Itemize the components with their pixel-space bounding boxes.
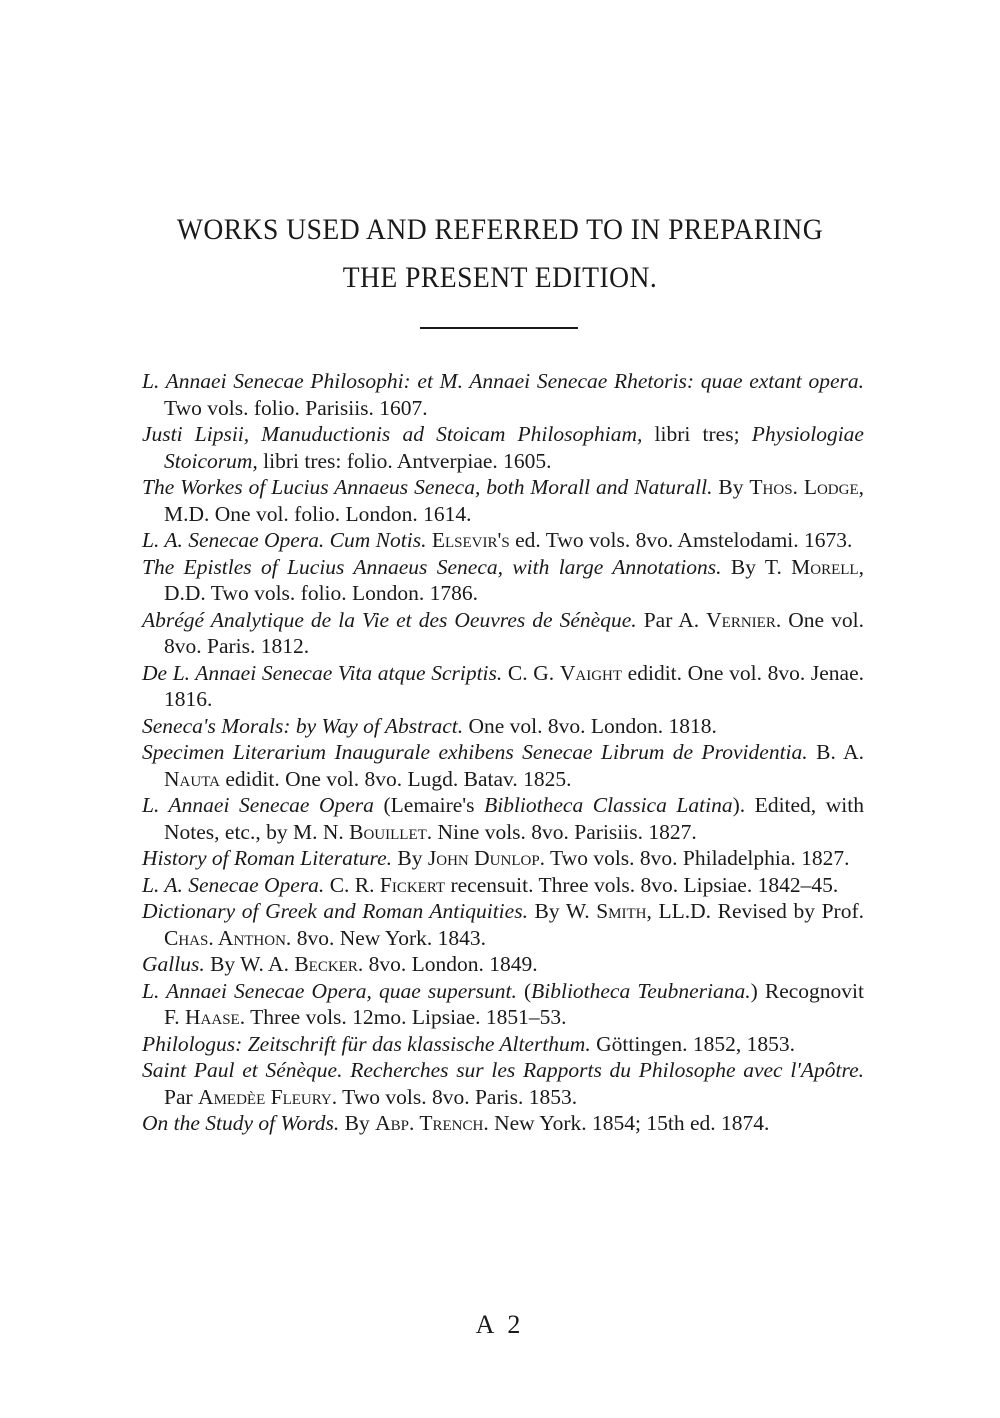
entry-text: By [712, 475, 750, 499]
title-rule [420, 327, 578, 329]
entry-title: L. Annaei Senecae Opera [142, 793, 374, 817]
entry-title: Philologus: Zeitschrift für das klassische Alterthum. [142, 1031, 591, 1056]
entry-text: By T. [721, 554, 792, 579]
page-signature: A 2 [475, 1310, 525, 1339]
bibliography-entry [142, 1057, 864, 1110]
entry-text: (Lemaire's [373, 793, 485, 817]
bibliography-entry [142, 951, 864, 978]
entry-title: L. A. Senecae Opera. [142, 872, 325, 897]
entry-author: Elsevir's [431, 528, 510, 552]
entry-title: Seneca's Morals: by Way of Abstract. [142, 713, 464, 738]
entry-text: libri tres: folio. Antverpiae. 1605. [257, 448, 552, 473]
entry-text: One vol. 8vo. London. 1818. [463, 713, 717, 738]
entry-text: C. R. [324, 872, 380, 897]
bibliography-entry [142, 898, 864, 951]
entry-author: Smith, [596, 899, 652, 923]
entry-text: ( [516, 978, 532, 1003]
entry-title: The Workes of Lucius Annaeus Seneca, both Morall and Naturall. [142, 475, 713, 499]
entry-text: Nine vols. 8vo. Parisiis. 1827. [432, 819, 697, 844]
entry-author: John Dunlop. [427, 846, 546, 870]
entry-text: Göttingen. 1852, 1853. [590, 1031, 795, 1056]
entry-text: 8vo. New York. 1843. [291, 925, 487, 950]
bibliography-entry [142, 660, 864, 713]
entry-title: Gallus. [142, 952, 205, 976]
entry-text: By [339, 1111, 376, 1135]
bibliography-entry [142, 474, 864, 527]
entry-text: edidit. One vol. 8vo. Lugd. Batav. 1825. [220, 766, 572, 791]
bibliography-entry [142, 607, 864, 660]
entry-text: Par A. [636, 607, 707, 632]
entry-text: LL.D. Revised by Prof. [651, 899, 865, 923]
bibliography-entry [142, 739, 864, 792]
bibliography-list [142, 368, 864, 1137]
entry-title: Bibliotheca Teubneriana. [531, 978, 751, 1003]
entry-title: Specimen Literarium Inaugurale exhibens Senecae Librum de Providentia. [142, 740, 808, 764]
entry-text: edidit. One vol. 8vo. Jenae. 1816. [164, 660, 865, 711]
entry-author: Nauta [164, 766, 220, 791]
title-line-1: WORKS USED AND REFERRED TO IN PREPARING [176, 213, 824, 246]
entry-text: Two vols. 8vo. Philadelphia. 1827. [545, 846, 850, 870]
entry-text: By W. [527, 899, 597, 923]
entry-text: libri tres; [642, 422, 752, 446]
entry-author: Chas. Anthon. [164, 925, 292, 950]
entry-title: Saint Paul et Sénèque. Recherches sur les Rapports du Philosophe avec l'Apôtre. [142, 1058, 864, 1082]
entry-text: C. G. [502, 660, 560, 685]
entry-text: ). Edited, with Notes, etc., by M. N. [164, 793, 864, 844]
entry-title: Justi Lipsii, Manuductionis ad Stoicam Philosophiam, [142, 422, 643, 446]
entry-text: recensuit. Three vols. 8vo. Lipsiae. 1842–45. [445, 872, 839, 897]
entry-text: D.D. Two vols. folio. London. 1786. [164, 581, 479, 605]
entry-title: History of Roman Literature. [142, 846, 393, 870]
bibliography-entry [142, 527, 864, 554]
entry-title: L. Annaei Senecae Philosophi: et M. Annaei Senecae Rhetoris: quae extant opera. [142, 369, 864, 393]
page-title [132, 206, 868, 302]
entry-text: Two vols. folio. Parisiis. 1607. [164, 395, 428, 420]
entry-text: B. A. [807, 740, 864, 764]
entry-author: Becker. [294, 952, 364, 976]
entry-author: Bouillet. [349, 819, 433, 844]
entry-text: ) Recognovit F. [164, 978, 864, 1029]
entry-title: The Epistles of Lucius Annaeus Seneca, with large Annotations. [142, 554, 722, 579]
bibliography-entry [142, 792, 864, 845]
entry-author: Fickert [379, 872, 446, 897]
bibliography-entry [142, 421, 864, 474]
entry-title: Bibliotheca Classica Latina [484, 793, 733, 817]
bibliography-entry [142, 1031, 864, 1058]
entry-text: Par [164, 1084, 199, 1109]
entry-author: Vernier. [706, 607, 782, 632]
entry-title: Physiologiae Stoicorum, [164, 422, 864, 473]
entry-author: Haase. [185, 1005, 246, 1029]
entry-title: Abrégé Analytique de la Vie et des Oeuvres de Sénèque. [142, 607, 637, 632]
title-line-2: THE PRESENT EDITION. [342, 261, 658, 294]
bibliography-entry [142, 368, 864, 421]
entry-author: Morell, [791, 554, 864, 579]
entry-text: One vol. 8vo. Paris. 1812. [164, 607, 864, 658]
entry-text: By [392, 846, 428, 870]
entry-author: Thos. Lodge, [749, 475, 864, 499]
entry-text: New York. 1854; 15th ed. 1874. [488, 1111, 770, 1135]
entry-title: L. A. Senecae Opera. Cum Notis. [142, 528, 427, 552]
entry-text: ed. Two vols. 8vo. Amstelodami. 1673. [509, 528, 853, 552]
bibliography-entry [142, 554, 864, 607]
entry-text: Three vols. 12mo. Lipsiae. 1851–53. [245, 1005, 567, 1029]
bibliography-entry [142, 872, 864, 899]
entry-title: Dictionary of Greek and Roman Antiquities. [142, 899, 528, 923]
entry-author: Abp. Trench. [375, 1111, 489, 1135]
entry-author: Vaight [559, 660, 623, 685]
entry-title: De L. Annaei Senecae Vita atque Scriptis. [142, 660, 503, 685]
entry-text: By W. A. [204, 952, 295, 976]
entry-title: L. Annaei Senecae Opera, quae supersunt. [142, 978, 517, 1003]
entry-text: 8vo. London. 1849. [363, 952, 538, 976]
bibliography-entry [142, 713, 864, 740]
entry-text: Two vols. 8vo. Paris. 1853. [337, 1084, 578, 1109]
entry-title: On the Study of Words. [142, 1111, 340, 1135]
bibliography-entry [142, 978, 864, 1031]
bibliography-entry [142, 1110, 864, 1137]
entry-text: M.D. One vol. folio. London. 1614. [164, 501, 472, 526]
entry-author: Amedèe Fleury. [198, 1084, 338, 1109]
bibliography-entry [142, 845, 864, 872]
